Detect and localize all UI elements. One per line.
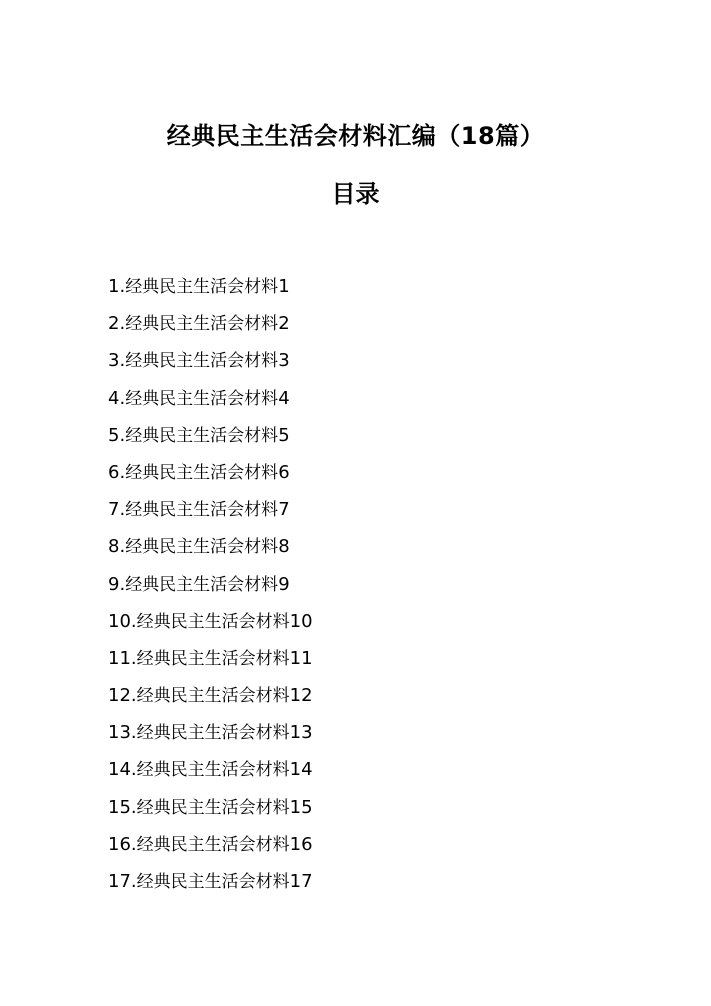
toc-entry-title: 经典民主生活会材料 [136,723,290,744]
toc-entry-title: 经典民主生活会材料 [125,388,279,409]
toc-entry-page: 8 [278,536,290,558]
toc-entry-number: 11. [108,647,137,669]
toc-entry-page: 2 [278,313,290,335]
toc-entry-number: 15. [108,796,137,818]
toc-entry[interactable] [108,454,313,491]
toc-entry[interactable] [108,751,313,788]
toc-entry[interactable] [108,380,313,417]
toc-entry-number: 1. [108,276,126,297]
toc-entry-number: 12. [108,685,137,707]
toc-heading: 目录 [331,180,380,208]
toc-entry-number: 14. [108,759,137,781]
toc-entry-title: 经典民主生活会材料 [136,797,290,818]
toc-entry-title: 经典民主生活会材料 [125,574,279,595]
toc-entry-number: 2. [108,313,126,335]
toc-entry-title: 经典民主生活会材料 [125,500,279,521]
toc-entry[interactable] [108,417,313,454]
toc-entry-number: 4. [108,387,126,409]
toc-entry-title: 经典民主生活会材料 [136,686,290,707]
toc-entry-title: 经典民主生活会材料 [125,351,279,372]
toc-entry-title: 经典民主生活会材料 [136,648,290,669]
toc-entry-title: 经典民主生活会材料 [136,760,290,781]
toc-entry[interactable] [108,342,313,379]
toc-entry-page: 9 [278,573,290,595]
toc-entry-number: 17. [108,871,137,892]
toc-entry-number: 8. [108,536,126,558]
toc-entry[interactable] [108,677,313,714]
toc-entry-title: 经典民主生活会材料 [125,462,279,483]
toc-entry-number: 6. [108,461,126,483]
toc-entry[interactable] [108,491,313,528]
toc-list [108,268,313,900]
toc-entry-number: 5. [108,424,126,446]
toc-entry[interactable] [108,528,313,565]
toc-entry-page: 11 [289,647,313,669]
toc-entry-page: 12 [289,685,313,707]
toc-entry-title: 经典民主生活会材料 [136,834,290,855]
toc-entry-page: 16 [289,833,313,855]
toc-entry-page: 5 [278,424,290,446]
toc-entry[interactable] [108,268,313,305]
toc-entry[interactable] [108,863,313,900]
toc-entry[interactable] [108,305,313,342]
toc-entry[interactable] [108,603,313,640]
toc-entry-title: 经典民主生活会材料 [125,314,279,335]
toc-entry-title: 经典民主生活会材料 [125,277,279,297]
toc-entry-number: 13. [108,722,137,744]
toc-entry-page: 3 [278,350,290,372]
toc-entry-number: 3. [108,350,126,372]
toc-entry-title: 经典民主生活会材料 [136,611,290,632]
toc-entry-page: 13 [289,722,313,744]
toc-entry-page: 14 [289,759,313,781]
toc-entry-page: 17 [289,871,313,892]
toc-entry-title: 经典民主生活会材料 [125,425,279,446]
toc-entry-page: 4 [278,387,290,409]
toc-entry[interactable] [108,714,313,751]
toc-entry-title: 经典民主生活会材料 [125,537,279,558]
toc-entry[interactable] [108,640,313,677]
document-title: 经典民主生活会材料汇编（18篇） [166,122,545,150]
toc-entry-number: 7. [108,499,126,521]
toc-entry-page: 1 [278,276,290,297]
toc-entry-number: 9. [108,573,126,595]
toc-entry-title: 经典民主生活会材料 [136,872,290,892]
toc-entry-page: 6 [278,461,290,483]
toc-entry-page: 10 [289,610,313,632]
toc-entry[interactable] [108,826,313,863]
toc-entry-number: 10. [108,610,137,632]
toc-entry[interactable] [108,566,313,603]
toc-entry-page: 15 [289,796,313,818]
toc-entry[interactable] [108,789,313,826]
toc-entry-number: 16. [108,833,137,855]
toc-entry-page: 7 [278,499,290,521]
